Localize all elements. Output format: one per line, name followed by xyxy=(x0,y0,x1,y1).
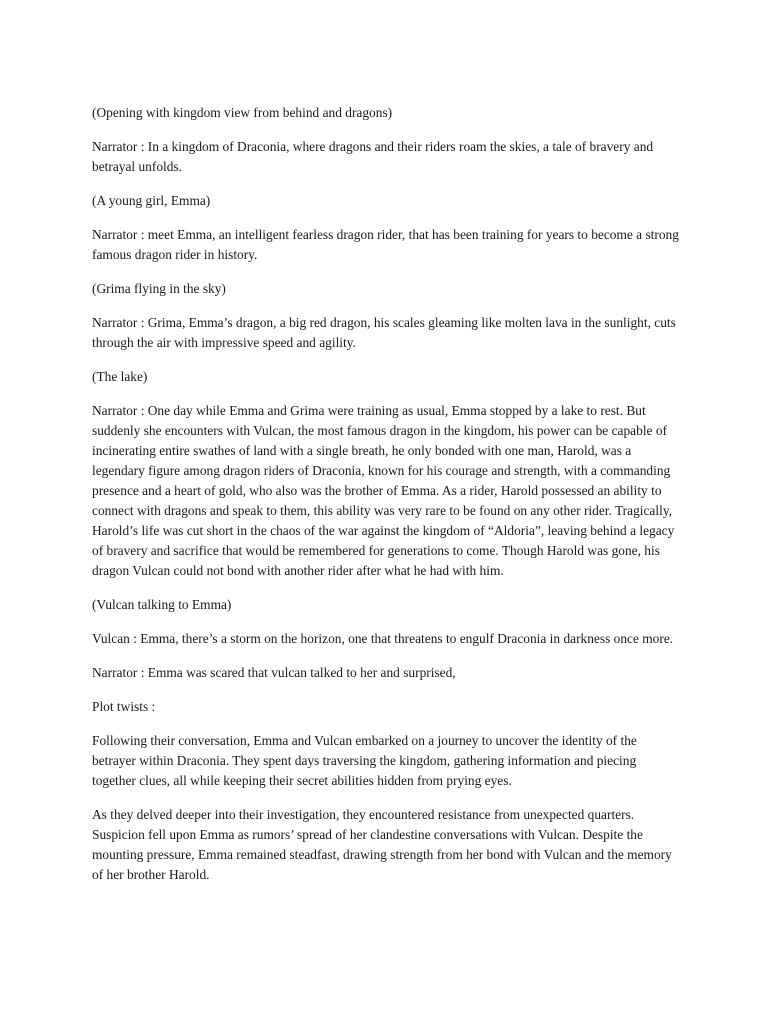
narrator-line-lake: Narrator : One day while Emma and Grima were training as usual, Emma stopped by a lake to rest. But suddenly she encounters with Vulcan, the most famous dragon in the kingdom, his power can be capable of incinerating entire swathes of land with a single breath, he only bonded with one man, Harold, was a legendary figure among dragon riders of Draconia, known for his courage and strength, with a commanding presence and a heart of gold, who also was the brother of Emma. As a rider, Harold possessed an ability to connect with dragons and speak to them, this ability was very rare to be found on any other rider. Tragically, Harold’s life was cut short in the chaos of the war against the kingdom of “Aldoria”, leaving behind a legacy of bravery and sacrifice that would be remembered for generations to come. Though Harold was gone, his dragon Vulcan could not bond with another rider after what he had with him. xyxy=(92,403,675,578)
vulcan-line: Vulcan : Emma, there’s a storm on the horizon, one that threatens to engulf Draconia in darkness once more. xyxy=(92,631,674,646)
narrator-line-intro: Narrator : In a kingdom of Draconia, where dragons and their riders roam the skies, a tale of bravery and betrayal unfolds. xyxy=(92,139,654,174)
narrator-line-grima: Narrator : Grima, Emma’s dragon, a big red dragon, his scales gleaming like molten lava in the sunlight, cuts through the air with impressive speed and agility. xyxy=(92,315,676,350)
plot-paragraph-journey: Following their conversation, Emma and Vulcan embarked on a journey to uncover the identity of the betrayer within Draconia. They spent days traversing the kingdom, gathering information and piecing together clues, all while keeping their secret abilities hidden from prying eyes. xyxy=(92,733,637,788)
plot-paragraph-investigation: As they delved deeper into their investigation, they encountered resistance from unexpected quarters. Suspicion fell upon Emma as rumors’ spread of her clandestine conversations with Vulcan. Despite the mounting pressure, Emma remained steadfast, drawing strength from her bond with Vulcan and the memory of her brother Harold. xyxy=(92,807,672,882)
plot-twists-heading: Plot twists : xyxy=(92,699,156,714)
scene-direction-lake: (The lake) xyxy=(92,369,148,384)
scene-direction-grima: (Grima flying in the sky) xyxy=(92,281,226,296)
scene-direction-emma: (A young girl, Emma) xyxy=(92,193,211,208)
scene-direction-opening: (Opening with kingdom view from behind and dragons) xyxy=(92,105,393,120)
narrator-line-emma: Narrator : meet Emma, an intelligent fearless dragon rider, that has been training for years to become a strong famous dragon rider in history. xyxy=(92,227,679,262)
narrator-line-scared: Narrator : Emma was scared that vulcan talked to her and surprised, xyxy=(92,665,456,680)
scene-direction-vulcan: (Vulcan talking to Emma) xyxy=(92,597,232,612)
document-page xyxy=(92,103,680,899)
